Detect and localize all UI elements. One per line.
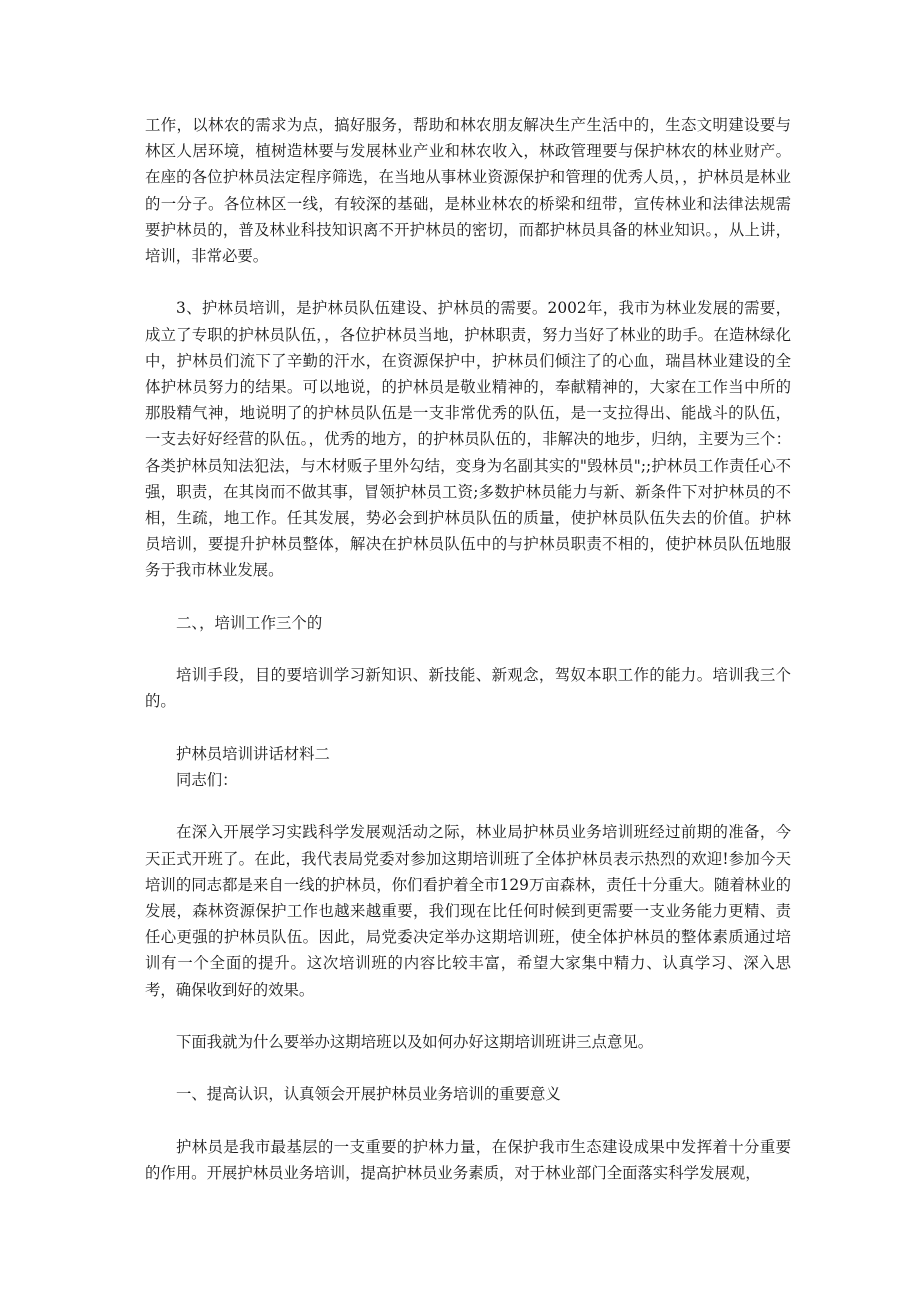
salutation: 同志们：: [176, 771, 238, 790]
document-body: [145, 112, 791, 1186]
document-title-2: 护林员培训讲话材料二: [176, 744, 330, 763]
paragraph-importance: 护林员是我市最基层的一支重要的护林力量，在保护我市生态建设成果中发挥着十分重要的作用。开展护林员业务培训，提高护林员业务素质，对于林业部门全面落实科学发展观，: [145, 1137, 791, 1182]
paragraph-point-3: 3、护林员培训，是护林员队伍建设、护林员的需要。2002年，我市为林业发展的需要，成立了专职的护林员队伍，，各位护林员当地，护林职责，努力当好了林业的助手。在造林绿化中，护林员们流下了辛勤的汗水，在资源保护中，护林员们倾注了的心血，瑞昌林业建设的全体护林员努力的结果。可以地说，的护林员是敬业精神的，奉献精神的，大家在工作当中所的那股精气神，地说明了的护林员队伍是一支非常优秀的队伍，是一支拉得出、能战斗的队伍，一支去好好经营的队伍。，优秀的地方，的护林员队伍的，非解决的地步，归纳，主要为三个：各类护林员知法犯法，与木材贩子里外勾结，变身为名副其实的"毁林员";;护林员工作责任心不强，职责，在其岗而不做其事，冒领护林员工资;多数护林员能力与新、新条件下对护林员的不相，生疏，地工作。任其发展，势必会到护林员队伍的质量，使护林员队伍失去的价值。护林员培训，要提升护林员整体，解决在护林员队伍中的与护林员职责不相的，使护林员队伍地服务于我市林业发展。: [145, 299, 791, 580]
section-heading-one: 一、提高认识，认真领会开展护林员业务培训的重要意义: [176, 1085, 561, 1104]
section-heading-two: 二、，培训工作三个的: [176, 613, 323, 632]
paragraph-training-means: 培训手段，目的要培训学习新知识、新技能、新观念，驾奴本职工作的能力。培训我三个的。: [145, 666, 791, 711]
paragraph-intro-continuation: 工作，以林农的需求为点，搞好服务，帮助和林农朋友解决生产生活中的，生态文明建设要与林区人居环境，植树造林要与发展林业产业和林农收入，林政管理要与保护林农的林业财产。在座的各位护林员法定程序筛选，在当地从事林业资源保护和管理的优秀人员，，护林员是林业的一分子。各位林区一线，有较深的基础，是林业林农的桥梁和纽带，宣传林业和法律法规需要护林员的，普及林业科技知识离不开护林员的密切，而都护林员具备的林业知识。，从上讲，培训，非常必要。: [145, 116, 791, 266]
paragraph-opening: 在深入开展学习实践科学发展观活动之际，林业局护林员业务培训班经过前期的准备，今天正式开班了。在此，我代表局党委对参加这期培训班了全体护林员表示热烈的欢迎!参加今天培训的同志都是来自一线的护林员，你们看护着全市129万亩森林，责任十分重大。随着林业的发展，森林资源保护工作也越来越重要，我们现在比任何时候到更需要一支业务能力更精、责任心更强的护林员队伍。因此，局党委决定举办这期培训班，使全体护林员的整体素质通过培训有一个全面的提升。这次培训班的内容比较丰富，希望大家集中精力、认真学习、深入思考，确保收到好的效果。: [145, 823, 791, 999]
paragraph-outline: 下面我就为什么要举办这期培班以及如何办好这期培训班讲三点意见。: [176, 1033, 654, 1052]
